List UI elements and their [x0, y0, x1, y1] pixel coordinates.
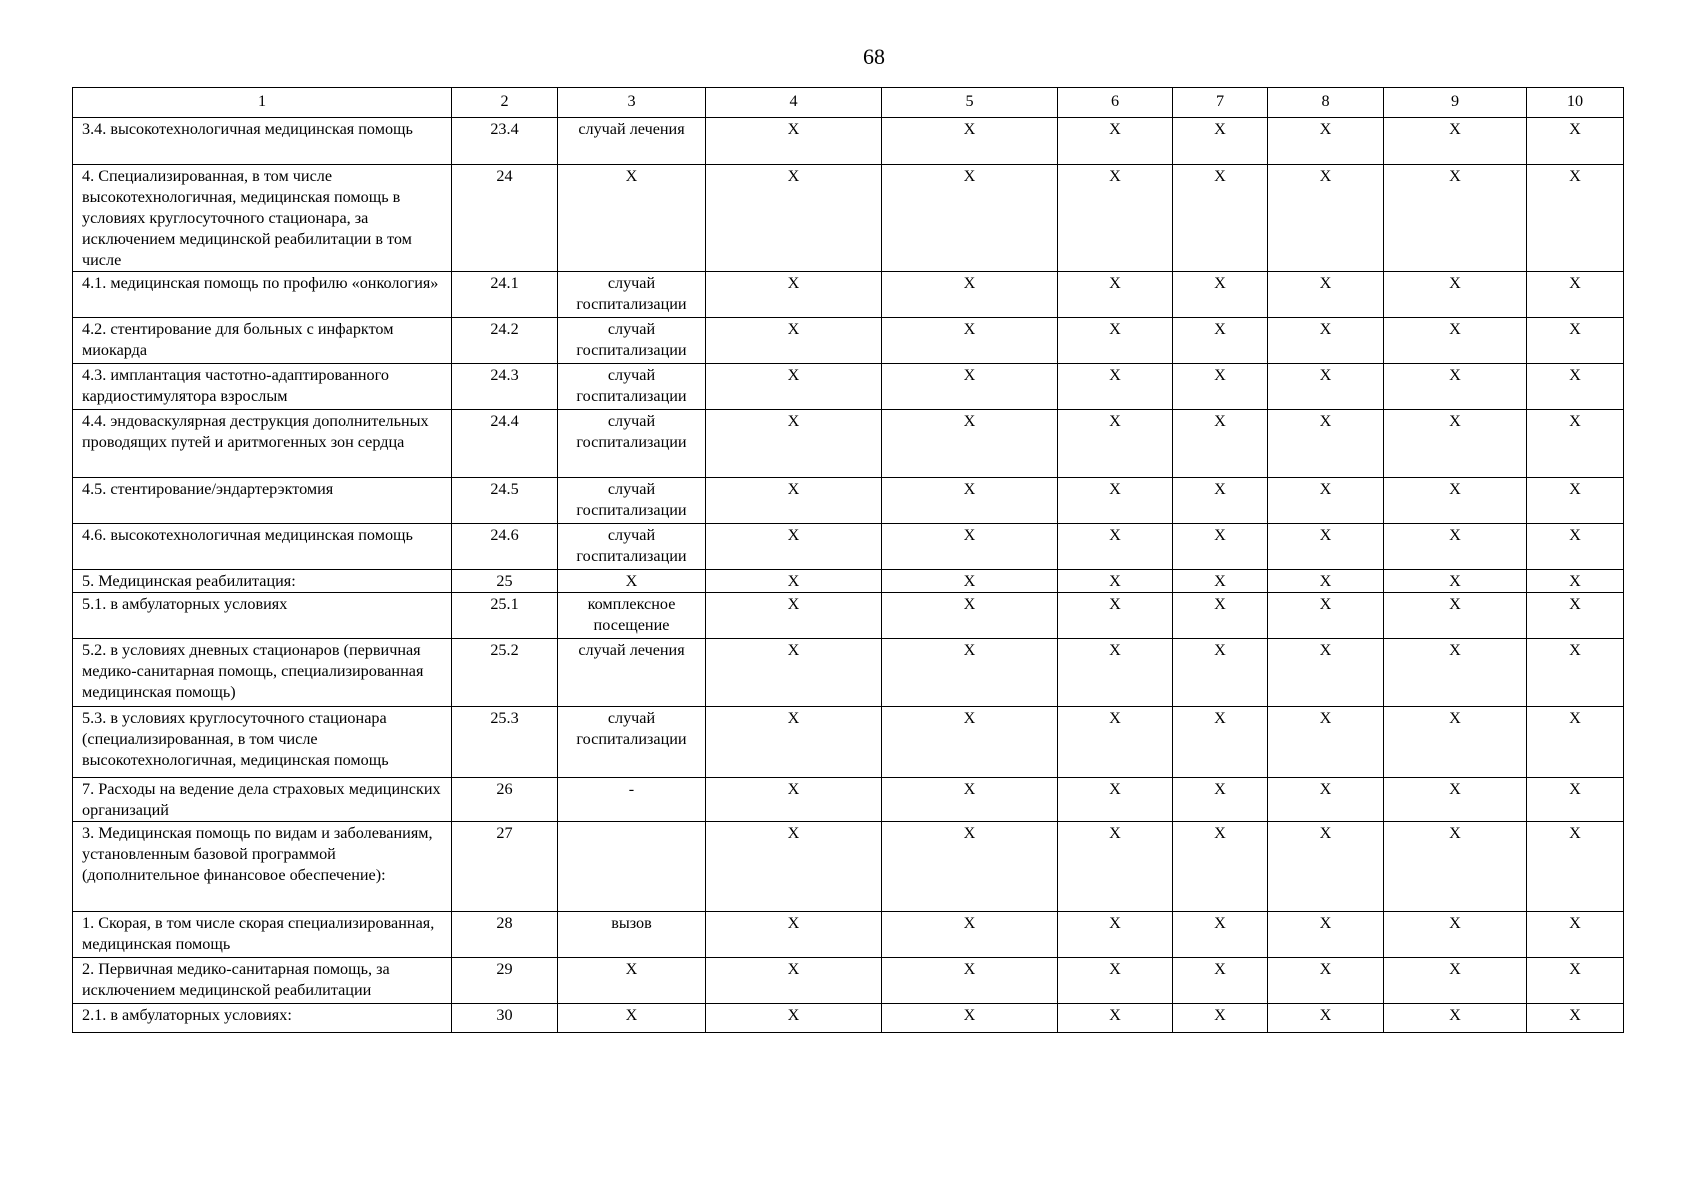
table-row: [73, 639, 1624, 707]
value-cell: X: [1527, 410, 1624, 478]
value-cell: X: [1173, 707, 1268, 778]
row-code-cell: 24.4: [452, 410, 558, 478]
value-cell: X: [1384, 822, 1527, 912]
row-name-cell: 5.2. в условиях дневных стационаров (первичная медико-санитарная помощь, специализированная медицинская помощь): [73, 639, 452, 707]
value-cell: X: [1268, 1004, 1384, 1033]
value-cell: X: [1173, 822, 1268, 912]
value-cell: X: [1384, 639, 1527, 707]
value-cell: X: [882, 1004, 1058, 1033]
value-cell: X: [1384, 593, 1527, 639]
table-row: [73, 364, 1624, 410]
table-row: [73, 958, 1624, 1004]
value-cell: X: [1384, 410, 1527, 478]
value-cell: X: [1058, 593, 1173, 639]
value-cell: X: [1173, 272, 1268, 318]
value-cell: X: [706, 318, 882, 364]
value-cell: X: [882, 593, 1058, 639]
value-cell: X: [1268, 958, 1384, 1004]
column-header-10: 10: [1527, 88, 1624, 118]
value-cell: X: [1384, 958, 1527, 1004]
value-cell: X: [706, 524, 882, 570]
value-cell: X: [1058, 958, 1173, 1004]
value-cell: X: [1384, 118, 1527, 165]
value-cell: X: [1173, 912, 1268, 958]
column-header-6: 6: [1058, 88, 1173, 118]
row-code-cell: 25.2: [452, 639, 558, 707]
header-row: [73, 88, 1624, 118]
value-cell: X: [1268, 118, 1384, 165]
value-cell: X: [1384, 364, 1527, 410]
value-cell: X: [1058, 410, 1173, 478]
value-cell: X: [1058, 318, 1173, 364]
value-cell: X: [1527, 958, 1624, 1004]
row-unit-cell: вызов: [558, 912, 706, 958]
row-name-cell: 4.1. медицинская помощь по профилю «онкология»: [73, 272, 452, 318]
row-name-cell: 2.1. в амбулаторных условиях:: [73, 1004, 452, 1033]
value-cell: X: [706, 639, 882, 707]
value-cell: X: [882, 318, 1058, 364]
value-cell: X: [1058, 822, 1173, 912]
value-cell: X: [1527, 478, 1624, 524]
value-cell: X: [706, 364, 882, 410]
row-unit-cell: X: [558, 958, 706, 1004]
column-header-4: 4: [706, 88, 882, 118]
column-header-9: 9: [1384, 88, 1527, 118]
row-code-cell: 24.6: [452, 524, 558, 570]
value-cell: X: [882, 639, 1058, 707]
value-cell: X: [1527, 593, 1624, 639]
table-row: [73, 410, 1624, 478]
row-name-cell: 4.6. высокотехнологичная медицинская помощь: [73, 524, 452, 570]
value-cell: X: [1268, 707, 1384, 778]
table-row: [73, 318, 1624, 364]
value-cell: X: [1268, 822, 1384, 912]
value-cell: X: [882, 778, 1058, 822]
row-name-cell: 1. Скорая, в том числе скорая специализированная, медицинская помощь: [73, 912, 452, 958]
value-cell: X: [706, 570, 882, 593]
row-code-cell: 29: [452, 958, 558, 1004]
value-cell: X: [1173, 1004, 1268, 1033]
value-cell: X: [1173, 478, 1268, 524]
value-cell: X: [1058, 639, 1173, 707]
value-cell: X: [882, 165, 1058, 272]
row-name-cell: 5.3. в условиях круглосуточного стационара (специализированная, в том числе высокотехнологичная, медицинская помощь: [73, 707, 452, 778]
value-cell: X: [1058, 707, 1173, 778]
value-cell: X: [882, 410, 1058, 478]
value-cell: X: [1527, 707, 1624, 778]
value-cell: X: [706, 272, 882, 318]
value-cell: X: [1268, 593, 1384, 639]
table-row: [73, 707, 1624, 778]
row-unit-cell: X: [558, 570, 706, 593]
row-code-cell: 23.4: [452, 118, 558, 165]
value-cell: X: [1527, 822, 1624, 912]
value-cell: X: [1173, 958, 1268, 1004]
table-body: [73, 118, 1624, 1033]
row-code-cell: 28: [452, 912, 558, 958]
value-cell: X: [1527, 1004, 1624, 1033]
value-cell: X: [1384, 707, 1527, 778]
value-cell: X: [882, 707, 1058, 778]
value-cell: X: [1173, 778, 1268, 822]
value-cell: X: [882, 478, 1058, 524]
value-cell: X: [1527, 318, 1624, 364]
column-header-5: 5: [882, 88, 1058, 118]
value-cell: X: [1384, 524, 1527, 570]
value-cell: X: [1173, 570, 1268, 593]
value-cell: X: [1527, 118, 1624, 165]
value-cell: X: [1268, 272, 1384, 318]
value-cell: X: [1058, 118, 1173, 165]
row-name-cell: 4. Специализированная, в том числе высокотехнологичная, медицинская помощь в условиях круглосуточного стационара, за исключением медицинской реабилитации в том числе: [73, 165, 452, 272]
table-row: [73, 778, 1624, 822]
row-code-cell: 24.2: [452, 318, 558, 364]
value-cell: X: [882, 912, 1058, 958]
value-cell: X: [1527, 364, 1624, 410]
table-row: [73, 912, 1624, 958]
value-cell: X: [1268, 318, 1384, 364]
value-cell: X: [1384, 318, 1527, 364]
row-unit-cell: X: [558, 165, 706, 272]
value-cell: X: [882, 570, 1058, 593]
table-row: [73, 1004, 1624, 1033]
row-code-cell: 25: [452, 570, 558, 593]
row-name-cell: 2. Первичная медико-санитарная помощь, за исключением медицинской реабилитации: [73, 958, 452, 1004]
table-row: [73, 524, 1624, 570]
table-row: [73, 272, 1624, 318]
value-cell: X: [1058, 272, 1173, 318]
table-row: [73, 478, 1624, 524]
value-cell: X: [1173, 165, 1268, 272]
value-cell: X: [706, 1004, 882, 1033]
value-cell: X: [1173, 639, 1268, 707]
value-cell: X: [1173, 118, 1268, 165]
value-cell: X: [1527, 272, 1624, 318]
value-cell: X: [706, 778, 882, 822]
row-unit-cell: случай госпитализации: [558, 272, 706, 318]
value-cell: X: [1268, 478, 1384, 524]
row-code-cell: 24.5: [452, 478, 558, 524]
value-cell: X: [1384, 1004, 1527, 1033]
value-cell: X: [882, 958, 1058, 1004]
row-unit-cell: случай госпитализации: [558, 318, 706, 364]
value-cell: X: [1058, 165, 1173, 272]
row-name-cell: 5.1. в амбулаторных условиях: [73, 593, 452, 639]
row-name-cell: 4.2. стентирование для больных с инфарктом миокарда: [73, 318, 452, 364]
row-name-cell: 4.5. стентирование/эндартерэктомия: [73, 478, 452, 524]
row-name-cell: 3. Медицинская помощь по видам и заболеваниям, установленным базовой программой (дополнительное финансовое обеспечение):: [73, 822, 452, 912]
value-cell: X: [1527, 912, 1624, 958]
row-code-cell: 25.1: [452, 593, 558, 639]
value-cell: X: [882, 364, 1058, 410]
value-cell: X: [1058, 570, 1173, 593]
column-header-7: 7: [1173, 88, 1268, 118]
value-cell: X: [1058, 912, 1173, 958]
row-code-cell: 24.3: [452, 364, 558, 410]
row-name-cell: 4.3. имплантация частотно-адаптированного кардиостимулятора взрослым: [73, 364, 452, 410]
value-cell: X: [1173, 364, 1268, 410]
row-unit-cell: -: [558, 778, 706, 822]
table-row: [73, 118, 1624, 165]
row-unit-cell: случай госпитализации: [558, 410, 706, 478]
value-cell: X: [1384, 165, 1527, 272]
value-cell: X: [1268, 524, 1384, 570]
value-cell: X: [1268, 912, 1384, 958]
value-cell: X: [1384, 272, 1527, 318]
table-row: [73, 593, 1624, 639]
value-cell: X: [1268, 778, 1384, 822]
row-unit-cell: случай лечения: [558, 639, 706, 707]
value-cell: X: [882, 272, 1058, 318]
value-cell: X: [706, 958, 882, 1004]
row-unit-cell: случай госпитализации: [558, 524, 706, 570]
row-name-cell: 3.4. высокотехнологичная медицинская помощь: [73, 118, 452, 165]
value-cell: X: [1058, 478, 1173, 524]
column-header-1: 1: [73, 88, 452, 118]
value-cell: X: [1173, 410, 1268, 478]
table-row: [73, 570, 1624, 593]
value-cell: X: [706, 912, 882, 958]
row-name-cell: 4.4. эндоваскулярная деструкция дополнительных проводящих путей и аритмогенных зон сердца: [73, 410, 452, 478]
value-cell: X: [706, 478, 882, 524]
value-cell: X: [1268, 165, 1384, 272]
value-cell: X: [1268, 364, 1384, 410]
value-cell: X: [882, 118, 1058, 165]
table-row: [73, 822, 1624, 912]
row-unit-cell: комплексное посещение: [558, 593, 706, 639]
value-cell: X: [1527, 524, 1624, 570]
row-code-cell: 27: [452, 822, 558, 912]
value-cell: X: [706, 118, 882, 165]
value-cell: X: [706, 410, 882, 478]
row-name-cell: 7. Расходы на ведение дела страховых медицинских организаций: [73, 778, 452, 822]
row-code-cell: 24.1: [452, 272, 558, 318]
data-table: [72, 87, 1624, 1033]
value-cell: X: [706, 165, 882, 272]
value-cell: X: [1058, 1004, 1173, 1033]
value-cell: X: [1527, 570, 1624, 593]
value-cell: X: [1268, 639, 1384, 707]
value-cell: X: [1058, 524, 1173, 570]
value-cell: X: [1527, 165, 1624, 272]
value-cell: X: [882, 822, 1058, 912]
value-cell: X: [1268, 410, 1384, 478]
row-code-cell: 25.3: [452, 707, 558, 778]
row-unit-cell: случай госпитализации: [558, 364, 706, 410]
value-cell: X: [1384, 912, 1527, 958]
column-header-8: 8: [1268, 88, 1384, 118]
value-cell: X: [706, 707, 882, 778]
row-unit-cell: случай госпитализации: [558, 707, 706, 778]
value-cell: X: [706, 593, 882, 639]
value-cell: X: [1058, 778, 1173, 822]
row-name-cell: 5. Медицинская реабилитация:: [73, 570, 452, 593]
row-unit-cell: X: [558, 1004, 706, 1033]
value-cell: X: [1384, 478, 1527, 524]
row-unit-cell: [558, 822, 706, 912]
row-code-cell: 26: [452, 778, 558, 822]
row-unit-cell: случай лечения: [558, 118, 706, 165]
value-cell: X: [882, 524, 1058, 570]
table-row: [73, 165, 1624, 272]
value-cell: X: [1268, 570, 1384, 593]
value-cell: X: [1527, 639, 1624, 707]
value-cell: X: [1173, 318, 1268, 364]
value-cell: X: [1173, 524, 1268, 570]
value-cell: X: [1527, 778, 1624, 822]
value-cell: X: [1384, 570, 1527, 593]
page-number: 68: [863, 44, 885, 69]
value-cell: X: [706, 822, 882, 912]
row-unit-cell: случай госпитализации: [558, 478, 706, 524]
value-cell: X: [1173, 593, 1268, 639]
value-cell: X: [1384, 778, 1527, 822]
column-header-2: 2: [452, 88, 558, 118]
column-header-3: 3: [558, 88, 706, 118]
row-code-cell: 24: [452, 165, 558, 272]
value-cell: X: [1058, 364, 1173, 410]
row-code-cell: 30: [452, 1004, 558, 1033]
